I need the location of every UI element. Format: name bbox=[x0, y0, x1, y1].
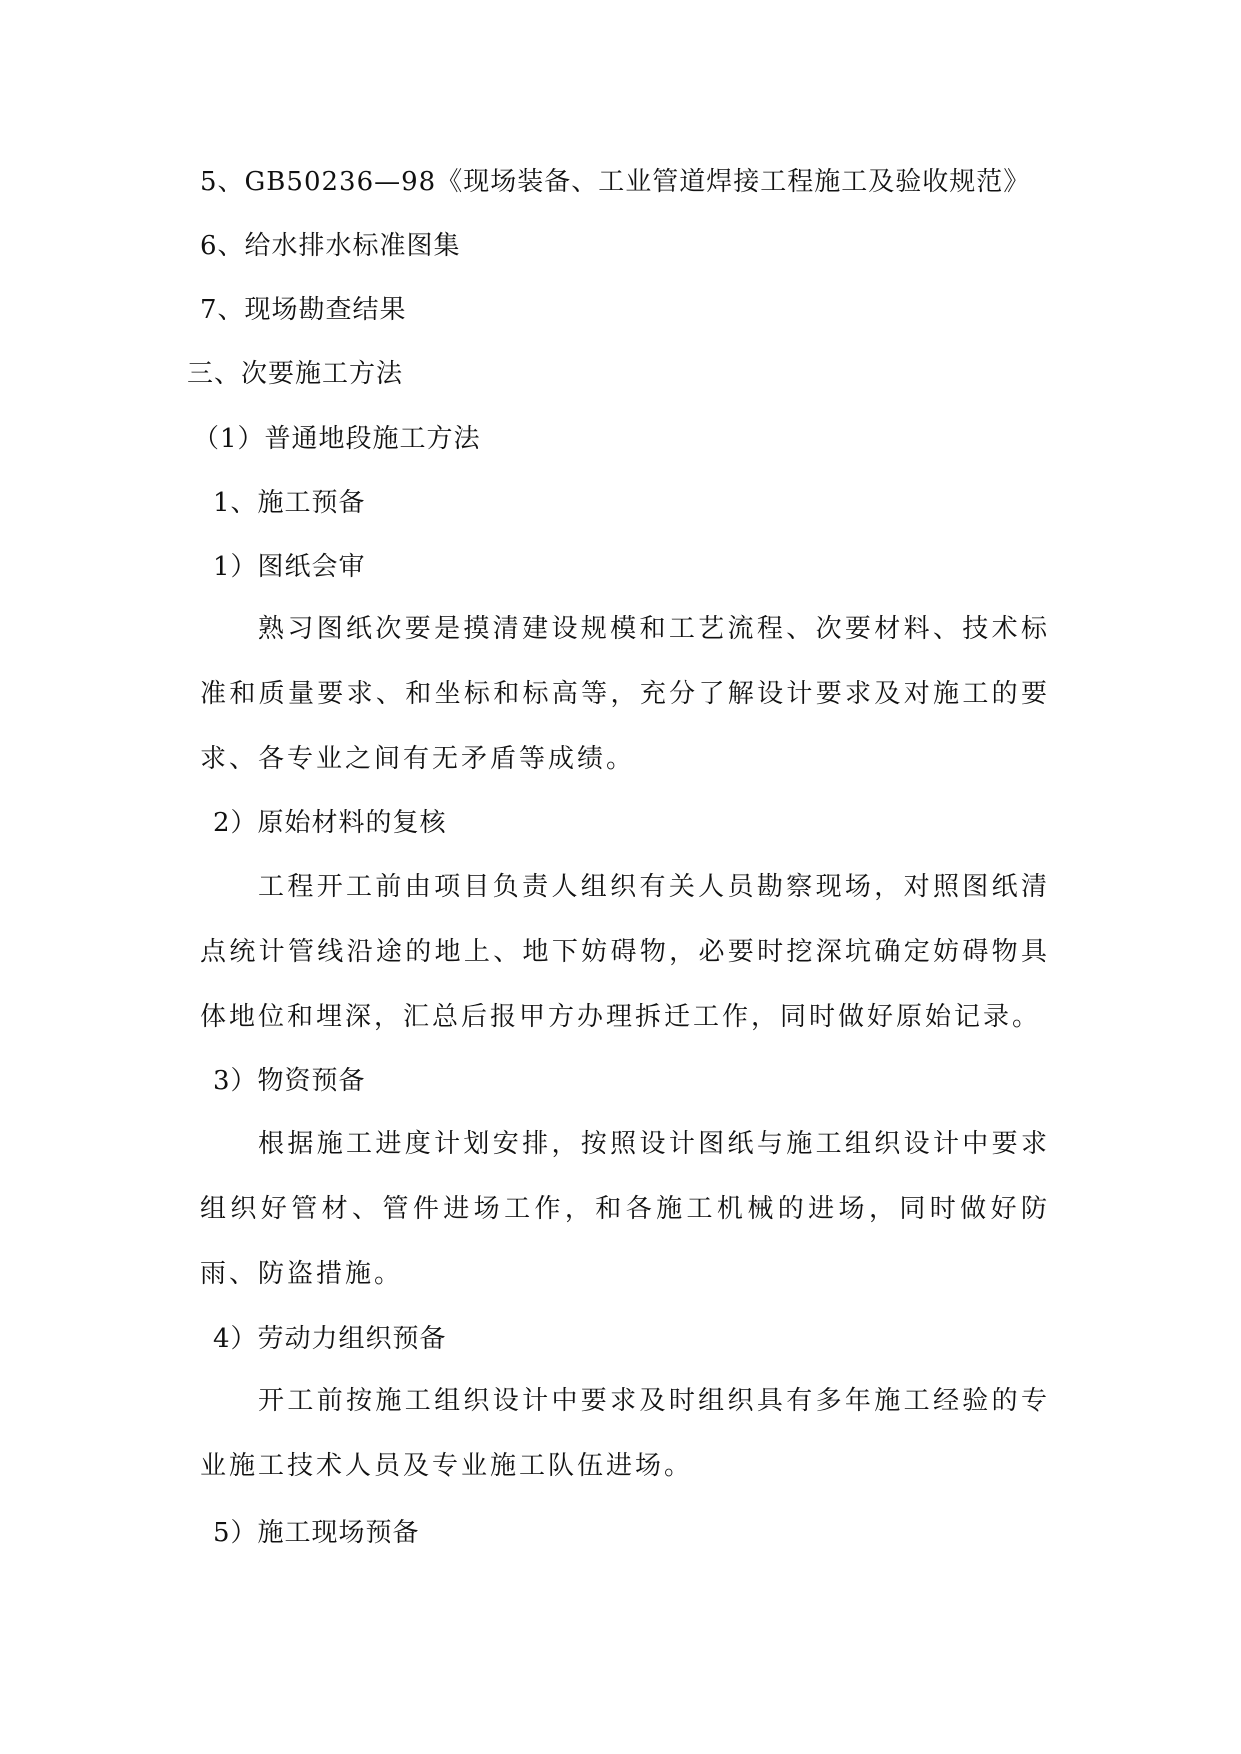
reference-item-6: 6、给水排水标准图集 bbox=[200, 231, 461, 261]
subheading-labor-prep: 4）劳动力组织预备 bbox=[213, 1324, 447, 1354]
reference-item-7: 7、现场勘查结果 bbox=[200, 295, 407, 325]
paragraph-drawing-review: 熟习图纸次要是摸清建设规模和工艺流程、次要材料、技术标准和质量要求、和坐标和标高等，充分了解设计要求及对施工的要求、各专业之间有无矛盾等成绩。 bbox=[200, 614, 1050, 774]
reference-item-5: 5、GB50236—98《现场装备、工业管道焊接工程施工及验收规范》 bbox=[200, 167, 1031, 197]
paragraph-original-materials: 工程开工前由项目负责人组织有关人员勘察现场，对照图纸清点统计管线沿途的地上、地下妨碍物，必要时挖深坑确定妨碍物具体地位和埋深，汇总后报甲方办理拆迁工作，同时做好原始记录。 bbox=[200, 872, 1050, 1032]
section-heading: 三、次要施工方法 bbox=[187, 359, 404, 389]
paragraph-materials-prep: 根据施工进度计划安排，按照设计图纸与施工组织设计中要求组织好管材、管件进场工作，和各施工机械的进场，同时做好防雨、防盗措施。 bbox=[200, 1129, 1050, 1289]
subheading-materials-prep: 3）物资预备 bbox=[213, 1066, 366, 1096]
paragraph-labor-prep: 开工前按施工组织设计中要求及时组织具有多年施工经验的专业施工技术人员及专业施工队伍进场。 bbox=[200, 1386, 1050, 1481]
subheading-site-prep: 5）施工现场预备 bbox=[213, 1518, 420, 1548]
heading-level-3: 1、施工预备 bbox=[213, 488, 366, 518]
subheading-drawing-review: 1）图纸会审 bbox=[213, 552, 366, 582]
subheading-original-materials: 2）原始材料的复核 bbox=[213, 808, 447, 838]
subsection-heading: （1）普通地段施工方法 bbox=[193, 424, 481, 454]
